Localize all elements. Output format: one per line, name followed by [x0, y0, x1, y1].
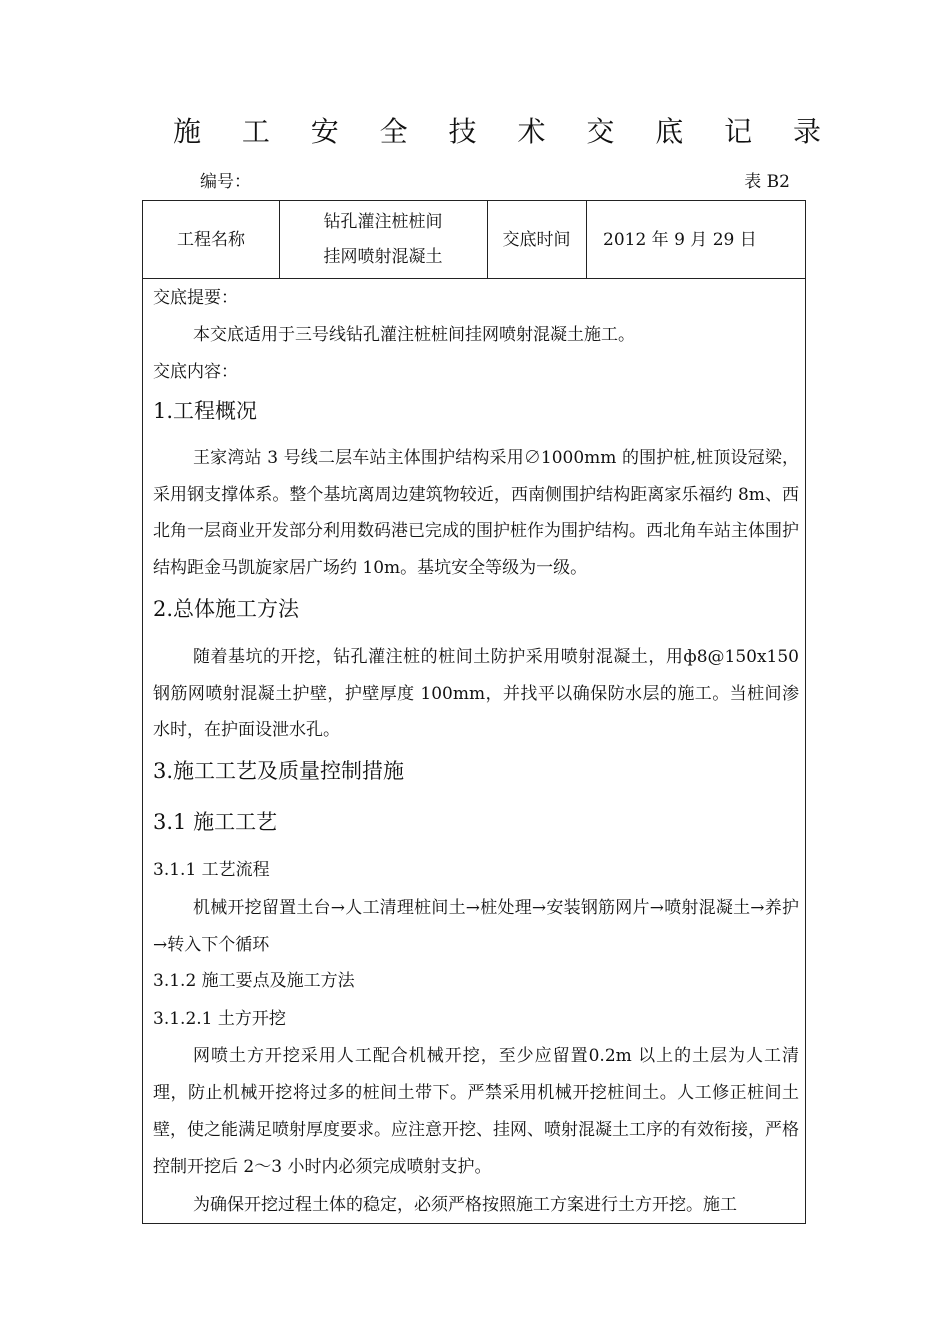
form-code: 表 B2 [744, 172, 790, 192]
page-title: 施 工 安 全 技 术 交 底 记 录 [172, 115, 838, 148]
section-3-1-2-1-paragraph-1: 网喷土方开挖采用人工配合机械开挖，至少应留置0.2m 以上的土层为人工清理，防止机械开挖将过多的桩间土带下。严禁采用机械开挖桩间土。人工修正桩间土壁，使之能满足喷射厚度要求。应注意开挖、挂网、喷射混凝土工序的有效衔接，严格控制开挖后 2～3 小时内必须完成喷射支护。 [153, 1046, 799, 1177]
section-3-1-2-1-heading: 3.1.2.1 土方开挖 [153, 1009, 286, 1029]
header-divider-3 [586, 201, 587, 278]
project-name-line2: 挂网喷射混凝土 [323, 247, 443, 267]
section-3-1-2-heading: 3.1.2 施工要点及施工方法 [153, 971, 355, 991]
section-1-heading: 1.工程概况 [153, 399, 258, 423]
section-3-1-1-paragraph: 机械开挖留置土台→人工清理桩间土→桩处理→安装钢筋网片→喷射混凝土→养护→转入下个循环 [153, 898, 799, 955]
summary-text: 本交底适用于三号线钻孔灌注桩桩间挂网喷射混凝土施工。 [193, 325, 635, 345]
content-label: 交底内容： [153, 362, 238, 382]
section-2-paragraph: 随着基坑的开挖，钻孔灌注桩的桩间土防护采用喷射混凝土，用ф8@150x150 钢筋网喷射混凝土护壁，护壁厚度 100mm，并找平以确保防水层的施工。当桩间渗水时，在护面设泄水孔。 [153, 647, 799, 740]
record-table [142, 200, 806, 1224]
handover-time-value: 2012 年 9 月 29 日 [603, 230, 757, 250]
section-3-heading: 3.施工工艺及质量控制措施 [153, 759, 405, 783]
handover-time-label: 交底时间 [502, 230, 571, 250]
section-3-1-2-1-paragraph-2: 为确保开挖过程土体的稳定，必须严格按照施工方案进行土方开挖。施工 [193, 1195, 737, 1215]
serial-number-label: 编号： [200, 172, 251, 192]
section-3-1-heading: 3.1 施工工艺 [153, 810, 278, 834]
project-name-line1: 钻孔灌注桩桩间 [323, 212, 443, 232]
section-2-heading: 2.总体施工方法 [153, 597, 300, 621]
summary-label: 交底提要： [153, 288, 238, 308]
section-3-1-1-heading: 3.1.1 工艺流程 [153, 860, 270, 880]
header-separator [143, 278, 805, 279]
section-1-paragraph: 王家湾站 3 号线二层车站主体围护结构采用∅1000mm 的围护桩,桩顶设冠梁，采用钢支撑体系。整个基坑离周边建筑物较近，西南侧围护结构距离家乐福约 8m、西北角一层商业开发部分利用数码港已完成的围护桩作为围护结构。西北角车站主体围护结构距金马凯旋家居广场约 10m。基坑安全等级为一级。 [153, 448, 799, 578]
project-name-label: 工程名称 [177, 230, 245, 250]
